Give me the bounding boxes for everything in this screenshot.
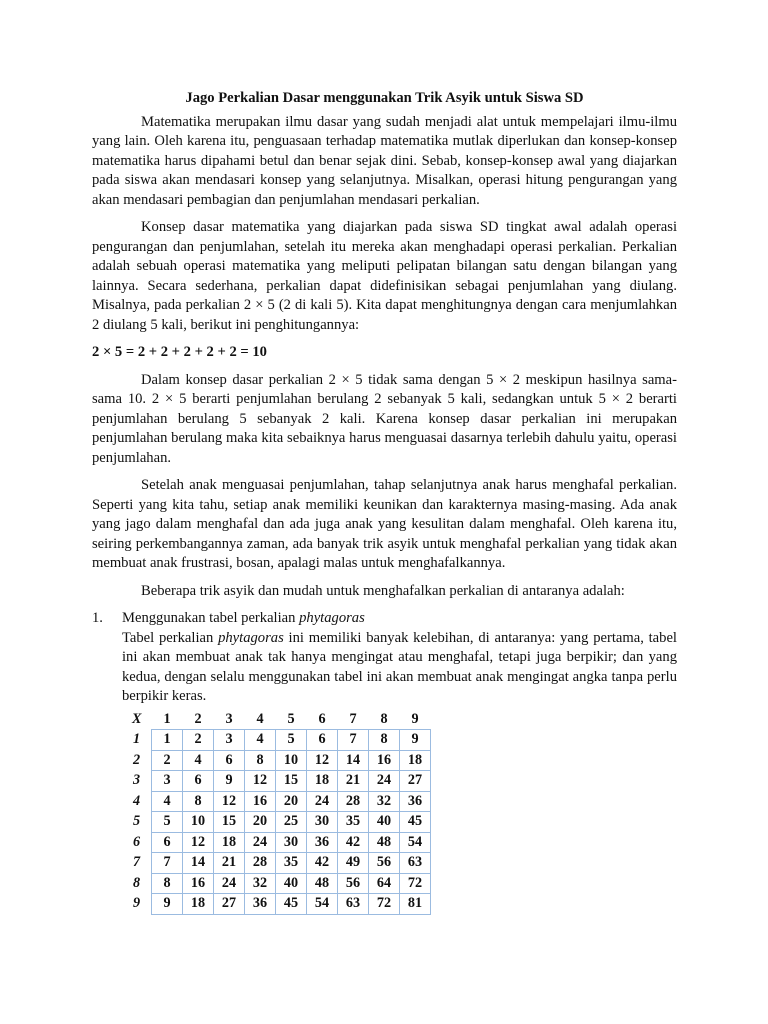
multiplication-table: [122, 710, 431, 915]
table-column-header: 1: [163, 710, 171, 727]
document-page: [92, 89, 677, 915]
list-heading: [122, 609, 677, 629]
table-column-header: 2: [194, 710, 202, 727]
table-column-header: 3: [225, 710, 233, 727]
table-row-header: 1: [132, 731, 141, 747]
table-body: [122, 730, 431, 915]
table-cell: 21: [338, 771, 369, 792]
table-cell: 4: [245, 730, 276, 751]
table-cell: 9: [400, 730, 431, 751]
table-cell: 3: [214, 730, 245, 751]
table-cell: 2: [152, 750, 183, 771]
table-row: [122, 812, 431, 833]
table-cell: 7: [338, 730, 369, 751]
table-column-header: 6: [318, 710, 326, 727]
table-column-header: 8: [380, 710, 388, 727]
table-cell: 8: [369, 730, 400, 751]
table-cell: 6: [214, 750, 245, 771]
table-cell: 42: [307, 853, 338, 874]
paragraph-5: Beberapa trik asyik dan mudah untuk menghafalkan perkalian di antaranya adalah:: [141, 582, 625, 599]
table-cell: 6: [183, 771, 214, 792]
table-cell: 9: [214, 771, 245, 792]
table-cell: 18: [214, 832, 245, 853]
table-cell: 48: [307, 873, 338, 894]
table-row: [122, 894, 431, 915]
table-cell: 36: [307, 832, 338, 853]
table-cell: 49: [338, 853, 369, 874]
table-corner-label: X: [132, 710, 142, 727]
list-heading-text: Menggunakan tabel perkalian: [122, 610, 300, 626]
list-item: [92, 609, 677, 707]
table-cell: 63: [400, 853, 431, 874]
table-row: [122, 771, 431, 792]
table-cell: 18: [183, 894, 214, 915]
table-cell: 81: [400, 894, 431, 915]
table-cell: 18: [307, 771, 338, 792]
document-title: Jago Perkalian Dasar menggunakan Trik Asyik untuk Siswa SD: [185, 90, 584, 106]
table-cell: 14: [338, 750, 369, 771]
table-cell: 10: [183, 812, 214, 833]
table-cell: 42: [338, 832, 369, 853]
table-cell: 25: [276, 812, 307, 833]
table-row: [122, 791, 431, 812]
table-cell: 30: [276, 832, 307, 853]
table-cell: 6: [152, 832, 183, 853]
table-cell: 5: [152, 812, 183, 833]
table-cell: 36: [245, 894, 276, 915]
table-cell: 12: [214, 791, 245, 812]
table-cell: 48: [369, 832, 400, 853]
table-row: [122, 853, 431, 874]
table-cell: 28: [338, 791, 369, 812]
table-cell: 54: [307, 894, 338, 915]
table-cell: 3: [152, 771, 183, 792]
list-number: 1.: [92, 610, 103, 626]
list-heading-emphasis: phytagoras: [299, 610, 365, 626]
table-cell: 9: [152, 894, 183, 915]
table-cell: 45: [400, 812, 431, 833]
table-row: [122, 832, 431, 853]
table-cell: 27: [400, 771, 431, 792]
table-cell: 36: [400, 791, 431, 812]
table-cell: 40: [369, 812, 400, 833]
table-cell: 16: [369, 750, 400, 771]
table-cell: 2: [183, 730, 214, 751]
table-row-header: 2: [132, 751, 141, 768]
table-cell: 8: [183, 791, 214, 812]
table-column-header: 5: [287, 710, 295, 727]
table-row: [122, 730, 431, 751]
formula: 2 × 5 = 2 + 2 + 2 + 2 + 2 = 10: [92, 344, 267, 360]
table-column-header: 9: [411, 710, 419, 727]
table-cell: 6: [307, 730, 338, 751]
table-cell: 12: [307, 750, 338, 771]
table-column-header: 7: [349, 710, 357, 727]
table-cell: 12: [183, 832, 214, 853]
table-cell: 24: [307, 791, 338, 812]
table-cell: 18: [400, 750, 431, 771]
table-cell: 16: [183, 873, 214, 894]
table-cell: 16: [245, 791, 276, 812]
table-cell: 1: [152, 730, 183, 751]
table-cell: 8: [152, 873, 183, 894]
multiplication-table-wrapper: [122, 710, 677, 915]
table-column-header: 4: [256, 710, 264, 727]
table-cell: 30: [307, 812, 338, 833]
paragraph-3: Dalam konsep dasar perkalian 2 × 5 tidak sama dengan 5 × 2 meskipun hasilnya sama-sama 10. 2 × 5 berarti penjumlahan berulang 2 sebanyak 5 kali, sedangkan untuk 5 × 2 berarti penjumlahan berulang 5 sebanyak 2 kali. Karena konsep dasar perkalian ini merupakan penjumlahan berulang maka kita sebaiknya harus menguasai dasarnya terlebih dahulu yaitu, operasi penjumlahan.: [92, 371, 677, 466]
table-cell: 56: [369, 853, 400, 874]
table-row-header: 3: [132, 772, 141, 788]
table-cell: 56: [338, 873, 369, 894]
list-description-rest: ini memiliki banyak kelebihan, di antaranya: yang pertama, tabel ini akan membuat anak tak hanya mengingat atau menghafal, tetapi juga berpikir; dan yang kedua, dengan selalu menggunakan tabel ini akan membuat anak mengingat angka tanpa perlu berpikir keras.: [122, 629, 677, 704]
table-cell: 4: [183, 750, 214, 771]
table-cell: 24: [369, 771, 400, 792]
list-description: [122, 629, 677, 707]
paragraph-2: Konsep dasar matematika yang diajarkan pada siswa SD tingkat awal adalah operasi pengurangan dan penjumlahan, setelah itu mereka akan menghadapi operasi perkalian. Perkalian adalah sebuah operasi matematika yang meliputi pelipatan bilangan satu dengan bilangan yang lainnya. Secara sederhana, perkalian dapat didefinisikan sebagai penjumlahan yang diulang. Misalnya, pada perkalian 2 × 5 (2 di kali 5). Kita dapat menghitungnya dengan cara menjumlahkan 2 diulang 5 kali, berikut ini penghitungannya:: [92, 219, 677, 333]
list-description-prefix: Tabel perkalian: [122, 629, 219, 646]
table-cell: 21: [214, 853, 245, 874]
table-row-header: 9: [132, 895, 141, 911]
table-cell: 32: [369, 791, 400, 812]
table-cell: 72: [400, 873, 431, 894]
table-cell: 32: [245, 873, 276, 894]
table-row-header: 6: [132, 833, 141, 850]
table-cell: 63: [338, 894, 369, 915]
table-cell: 35: [276, 853, 307, 874]
table-cell: 7: [152, 853, 183, 874]
paragraph-4: Setelah anak menguasai penjumlahan, tahap selanjutnya anak harus menghafal perkalian. Seperti yang kita tahu, setiap anak memiliki keunikan dan karakternya masing-masing. Ada anak yang jago dalam menghafal dan ada juga anak yang kesulitan dalam menghafal. Oleh karena itu, seiring perkembangannya zaman, ada banyak trik asyik untuk menghafal perkalian yang tidak akan membuat anak frustrasi, bosan, apalagi malas untuk menghafalkannya.: [92, 477, 677, 571]
table-cell: 20: [276, 791, 307, 812]
table-cell: 27: [214, 894, 245, 915]
table-cell: 64: [369, 873, 400, 894]
table-cell: 24: [245, 832, 276, 853]
table-cell: 40: [276, 873, 307, 894]
table-cell: 15: [214, 812, 245, 833]
list-body: [122, 609, 677, 707]
list-description-emphasis: phytagoras: [218, 629, 284, 646]
table-row: [122, 750, 431, 771]
table-cell: 28: [245, 853, 276, 874]
table-cell: 8: [245, 750, 276, 771]
table-cell: 20: [245, 812, 276, 833]
table-row-header: 7: [132, 854, 141, 870]
table-cell: 24: [214, 873, 245, 894]
table-row: [122, 873, 431, 894]
table-cell: 14: [183, 853, 214, 874]
table-cell: 5: [276, 730, 307, 751]
table-cell: 15: [276, 771, 307, 792]
paragraph-1: Matematika merupakan ilmu dasar yang sudah menjadi alat untuk mempelajari ilmu-ilmu yang lain. Oleh karena itu, penguasaan terhadap matematika mutlak diperlukan dan konsep-konsep matematika harus dipahami betul dan benar sejak dini. Sebab, konsep-konsep awal yang diajarkan pada siswa akan mendasari konsep yang selanjutnya. Misalkan, operasi hitung pengurangan yang akan mendasari pembagian dan penjumlahan mendasari perkalian.: [92, 113, 677, 208]
table-row-header: 8: [132, 874, 141, 891]
table-cell: 12: [245, 771, 276, 792]
table-header-row: [122, 710, 431, 730]
table-row-header: 5: [132, 813, 141, 829]
table-row-header: 4: [132, 792, 141, 809]
table-cell: 54: [400, 832, 431, 853]
table-cell: 35: [338, 812, 369, 833]
table-cell: 72: [369, 894, 400, 915]
table-cell: 10: [276, 750, 307, 771]
table-cell: 45: [276, 894, 307, 915]
table-cell: 4: [152, 791, 183, 812]
